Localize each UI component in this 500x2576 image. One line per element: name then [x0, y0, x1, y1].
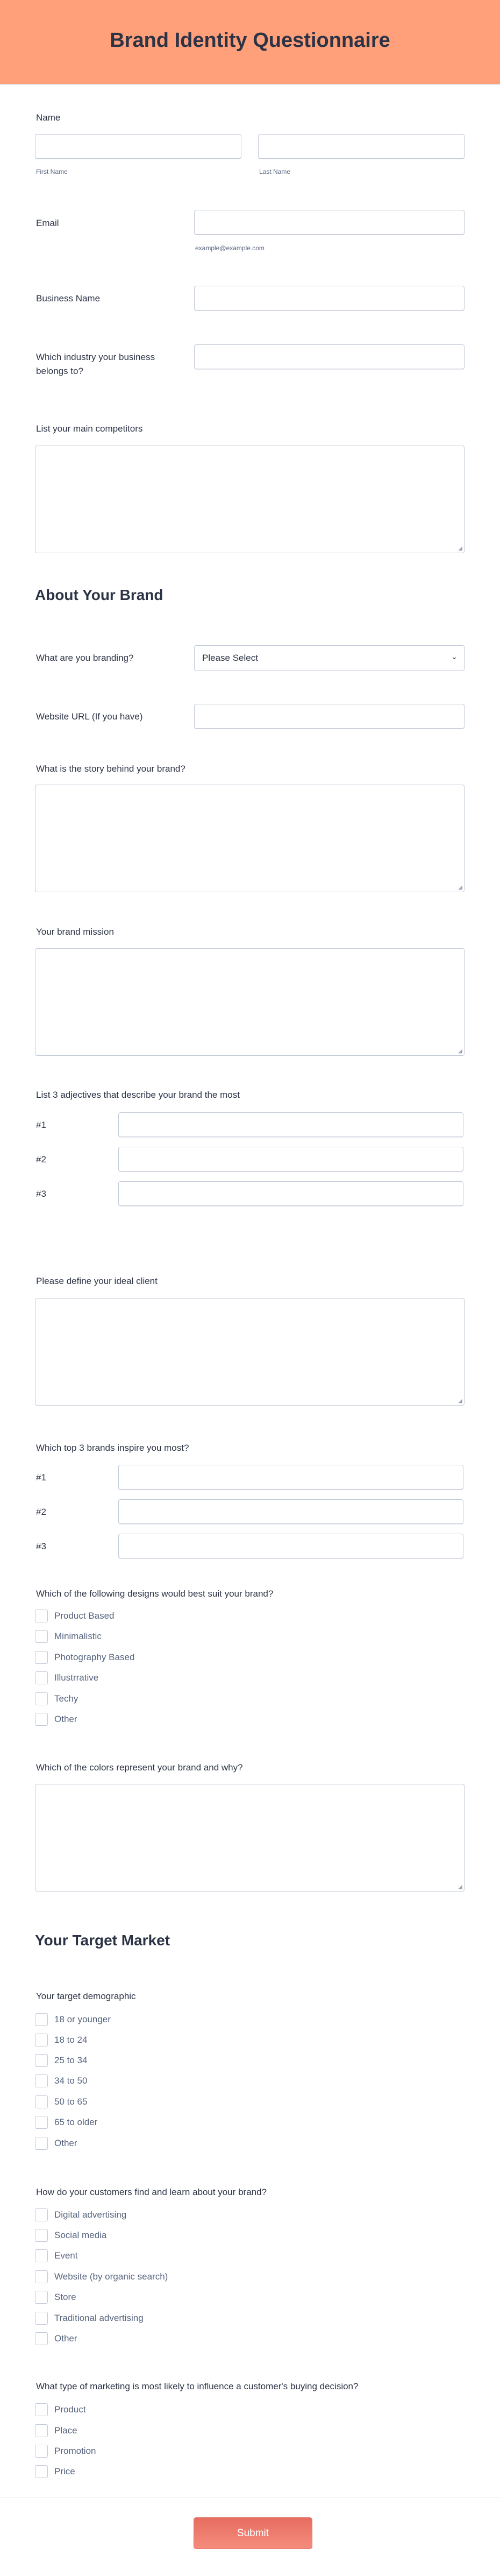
option-label: 25 to 34: [54, 2055, 88, 2065]
checkbox[interactable]: [35, 1692, 48, 1705]
option-label: Other: [54, 2138, 77, 2148]
resize-grip-icon[interactable]: ◢: [458, 1048, 462, 1054]
option-label: Price: [54, 2466, 75, 2476]
section-heading-about-brand: About Your Brand: [35, 587, 163, 603]
option-label: Website (by organic search): [54, 2271, 168, 2282]
resize-grip-icon[interactable]: ◢: [458, 1884, 462, 1890]
inspire-3-input[interactable]: [118, 1534, 463, 1558]
demographic-label: Your target demographic: [36, 1991, 136, 2001]
story-label: What is the story behind your brand?: [36, 764, 185, 774]
submit-button[interactable]: Submit: [194, 2517, 312, 2549]
industry-input[interactable]: [194, 344, 465, 369]
inspire-2-input[interactable]: [118, 1499, 463, 1524]
resize-grip-icon[interactable]: ◢: [458, 885, 462, 891]
discovery-label: How do your customers find and learn about your brand?: [36, 2187, 267, 2197]
option-label: Event: [54, 2250, 78, 2261]
competitors-label: List your main competitors: [36, 424, 143, 434]
industry-label-line1: Which industry your business: [36, 352, 155, 362]
checkbox[interactable]: [35, 2095, 48, 2108]
adjective-1-label: #1: [36, 1120, 46, 1130]
colors-label: Which of the colors represent your brand and why?: [36, 1762, 243, 1773]
business-name-input[interactable]: [194, 286, 465, 310]
option-label: Product Based: [54, 1611, 115, 1621]
resize-grip-icon[interactable]: ◢: [458, 1398, 462, 1404]
checkbox[interactable]: [35, 2013, 48, 2026]
first-name-input[interactable]: [35, 134, 241, 159]
checkbox[interactable]: [35, 2054, 48, 2067]
industry-label-line2: belongs to?: [36, 366, 83, 376]
website-input[interactable]: [194, 704, 465, 729]
option-label: Other: [54, 1714, 77, 1724]
inspire-1-input[interactable]: [118, 1465, 463, 1490]
form-header: [0, 0, 500, 85]
option-label: 65 to older: [54, 2117, 98, 2127]
checkbox[interactable]: [35, 1630, 48, 1643]
checkbox[interactable]: [35, 1651, 48, 1664]
checkbox[interactable]: [35, 2034, 48, 2046]
website-label: Website URL (If you have): [36, 711, 143, 722]
checkbox[interactable]: [35, 2208, 48, 2221]
adjective-1-input[interactable]: [118, 1112, 463, 1137]
option-label: 18 to 24: [54, 2035, 88, 2045]
first-name-sublabel: First Name: [36, 168, 68, 175]
business-name-label: Business Name: [36, 293, 101, 304]
checkbox[interactable]: [35, 2424, 48, 2437]
checkbox[interactable]: [35, 2465, 48, 2478]
adjective-3-label: #3: [36, 1189, 46, 1199]
inspire-2-label: #2: [36, 1507, 46, 1517]
checkbox[interactable]: [35, 2116, 48, 2129]
checkbox[interactable]: [35, 1671, 48, 1684]
email-sublabel: example@example.com: [195, 244, 265, 252]
inspire-1-label: #1: [36, 1472, 46, 1483]
option-label: Illustrrative: [54, 1672, 99, 1683]
mission-label: Your brand mission: [36, 927, 114, 937]
story-textarea[interactable]: [35, 785, 465, 892]
option-label: Photography Based: [54, 1652, 135, 1662]
checkbox[interactable]: [35, 2229, 48, 2242]
checkbox[interactable]: [35, 2332, 48, 2345]
option-label: 18 or younger: [54, 2014, 111, 2024]
designs-label: Which of the following designs would best suit your brand?: [36, 1589, 274, 1599]
checkbox[interactable]: [35, 2403, 48, 2416]
adjectives-label: List 3 adjectives that describe your brand the most: [36, 1090, 240, 1100]
branding-select-value: Please Select: [202, 653, 258, 663]
form-title: Brand Identity Questionnaire: [110, 29, 390, 52]
checkbox[interactable]: [35, 2249, 48, 2262]
branding-label: What are you branding?: [36, 653, 134, 663]
last-name-input[interactable]: [258, 134, 465, 159]
last-name-sublabel: Last Name: [259, 168, 291, 175]
ideal-client-textarea[interactable]: [35, 1298, 465, 1406]
inspire-3-label: #3: [36, 1541, 46, 1551]
section-heading-target-market: Your Target Market: [35, 1932, 170, 1949]
adjective-2-input[interactable]: [118, 1147, 463, 1171]
option-label: Social media: [54, 2230, 107, 2240]
option-label: Promotion: [54, 2446, 96, 2456]
checkbox[interactable]: [35, 2270, 48, 2283]
checkbox[interactable]: [35, 2291, 48, 2304]
email-input[interactable]: [194, 210, 465, 235]
checkbox[interactable]: [35, 2137, 48, 2150]
option-label: Product: [54, 2404, 86, 2415]
branding-select[interactable]: [194, 645, 465, 671]
colors-textarea[interactable]: [35, 1784, 465, 1892]
email-label: Email: [36, 218, 59, 228]
checkbox[interactable]: [35, 2445, 48, 2458]
option-label: Store: [54, 2292, 76, 2302]
adjective-2-label: #2: [36, 1154, 46, 1165]
option-label: Traditional advertising: [54, 2313, 144, 2323]
ideal-client-label: Please define your ideal client: [36, 1276, 158, 1286]
chevron-down-icon: ⌄: [451, 652, 458, 661]
option-label: Digital advertising: [54, 2210, 127, 2220]
option-label: 34 to 50: [54, 2076, 88, 2086]
resize-grip-icon[interactable]: ◢: [458, 546, 462, 552]
inspire-label: Which top 3 brands inspire you most?: [36, 1443, 189, 1453]
mission-textarea[interactable]: [35, 948, 465, 1056]
checkbox[interactable]: [35, 1610, 48, 1622]
adjective-3-input[interactable]: [118, 1181, 463, 1206]
checkbox[interactable]: [35, 2074, 48, 2087]
option-label: Minimalistic: [54, 1631, 102, 1641]
marketing-label: What type of marketing is most likely to influence a customer's buying decision?: [36, 2381, 359, 2391]
competitors-textarea[interactable]: [35, 446, 465, 553]
checkbox[interactable]: [35, 2312, 48, 2325]
option-label: Place: [54, 2425, 77, 2436]
name-label: Name: [36, 112, 61, 123]
checkbox[interactable]: [35, 1713, 48, 1726]
option-label: 50 to 65: [54, 2097, 88, 2107]
option-label: Other: [54, 2333, 77, 2344]
option-label: Techy: [54, 1693, 78, 1704]
